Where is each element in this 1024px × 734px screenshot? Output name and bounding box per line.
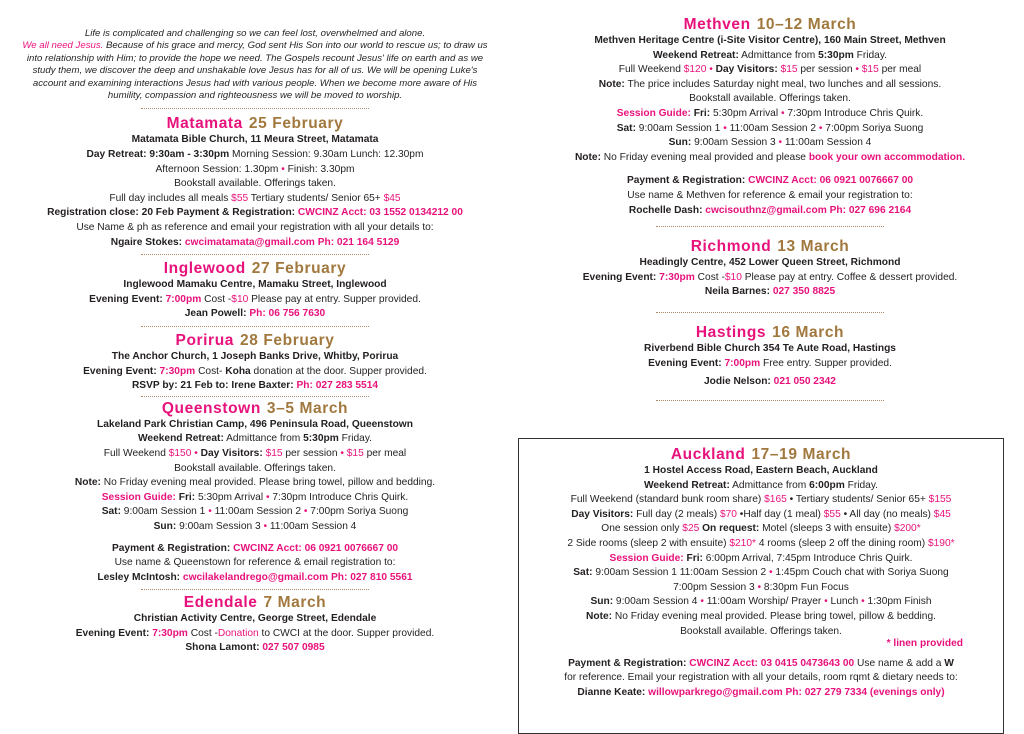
event-name: Auckland	[670, 446, 746, 463]
divider	[656, 400, 884, 401]
event-contact: Dianne Keate: willowparkrego@gmail.com Ph: 027 279 7334 (evenings only)	[577, 686, 945, 698]
divider	[141, 396, 369, 397]
event-heading	[522, 15, 1018, 34]
event-line: Sun: 9:00am Session 4 • 11:00am Worship/ Prayer • Lunch • 1:30pm Finish	[590, 596, 932, 608]
event-line: Weekend Retreat: Admittance from 6:00pm Friday.	[643, 479, 879, 491]
right-column	[522, 0, 1018, 401]
intro-paragraph	[22, 28, 488, 102]
divider	[141, 108, 369, 109]
intro-line: Life is complicated and challenging so we can feel lost, overwhelmed and alone.	[84, 28, 426, 39]
event-contact: Rochelle Dash: cwcisouthnz@gmail.com Ph: 027 696 2164	[628, 204, 912, 216]
event-auckland	[519, 445, 1003, 701]
event-line: 2 Side rooms (sleep 2 with ensuite) $210* 4 rooms (sleep 2 off the dining room) $190*	[567, 537, 955, 549]
event-date: 28 February	[239, 331, 335, 349]
event-venue: 1 Hostel Access Road, Eastern Beach, Auckland	[644, 465, 878, 476]
event-line: Session Guide: Fri: 5:30pm Arrival • 7:30pm Introduce Chris Quirk.	[616, 107, 924, 119]
event-heading	[8, 593, 502, 612]
event-line: Bookstall available. Offerings taken.	[680, 625, 842, 637]
event-name: Queenstown	[161, 399, 261, 417]
event-line: Full Weekend $150 • Day Visitors: $15 per session • $15 per meal	[103, 447, 407, 459]
event-queenstown	[8, 399, 502, 586]
event-venue: Lakeland Park Christian Camp, 496 Peninsula Road, Queenstown	[97, 418, 413, 430]
event-date: 7 March	[263, 594, 327, 612]
contact-email[interactable]: cwcimatamata@gmail.com Ph: 021 164 5129	[184, 236, 400, 248]
event-date: 17–19 March	[751, 446, 852, 463]
event-line: Evening Event: 7:00pm Free entry. Supper provided.	[648, 357, 892, 369]
divider	[656, 312, 884, 313]
event-line: Bookstall available. Offerings taken.	[174, 462, 336, 474]
event-line: Sun: 9:00am Session 3 • 11:00am Session 4	[153, 520, 357, 532]
event-line: Note: No Friday evening meal provided. Please bring towel, pillow & bedding.	[586, 610, 936, 622]
contact-email[interactable]: cwcisouthnz@gmail.com Ph: 027 696 2164	[705, 204, 912, 216]
event-venue: Matamata Bible Church, 11 Meura Street, Matamata	[131, 134, 379, 146]
event-line: Full Weekend $120 • Day Visitors: $15 per session • $15 per meal	[618, 64, 922, 76]
event-line: Evening Event: 7:30pm Cost- Koha donation at the door. Supper provided.	[83, 365, 427, 377]
event-hastings	[522, 323, 1018, 390]
event-line: Note: No Friday evening meal provided. Please bring towel, pillow and bedding.	[74, 477, 436, 489]
event-line: Full day includes all meals $55 Tertiary students/ Senior 65+ $45	[109, 192, 401, 204]
event-methven	[522, 15, 1018, 218]
event-line: Evening Event: 7:30pm Cost -Donation to CWCI at the door. Supper provided.	[75, 627, 435, 639]
event-line: Sat: 9:00am Session 1 • 11:00am Session 2 • 7:00pm Soriya Suong	[101, 506, 409, 518]
event-venue: Christian Activity Centre, George Street, Edendale	[133, 613, 377, 625]
event-line: Session Guide: Fri: 5:30pm Arrival • 7:30pm Introduce Chris Quirk.	[101, 491, 409, 503]
divider	[141, 326, 369, 327]
event-richmond	[522, 237, 1018, 300]
event-date: 27 February	[251, 260, 347, 278]
event-line: for reference. Email your registration with all your details, room rqmt & dietary needs to:	[564, 672, 958, 684]
event-line: Weekend Retreat: Admittance from 5:30pm Friday.	[652, 49, 888, 61]
event-line: Sat: 9:00am Session 1 • 11:00am Session 2 • 7:00pm Soriya Suong	[616, 122, 924, 134]
linen-note: * linen provided	[886, 638, 963, 650]
event-venue: Inglewood Mamaku Centre, Mamaku Street, Inglewood	[123, 279, 387, 291]
divider	[141, 589, 369, 590]
event-heading	[8, 259, 502, 278]
event-venue: Riverbend Bible Church 354 Te Aute Road, Hastings	[644, 342, 896, 354]
left-column	[8, 0, 502, 656]
event-venue: The Anchor Church, 1 Joseph Banks Drive, Whitby, Porirua	[111, 350, 399, 362]
event-contact: Lesley McIntosh: cwcilakelandrego@gmail.com Ph: 027 810 5561	[97, 571, 413, 583]
event-date: 16 March	[772, 323, 845, 341]
event-contact: Jodie Nelson: 021 050 2342	[704, 376, 836, 388]
event-line: Use name & Methven for reference & email your registration to:	[627, 189, 913, 201]
event-line: Bookstall available. Offerings taken.	[174, 178, 336, 190]
event-heading	[522, 237, 1018, 256]
event-inglewood	[8, 259, 502, 322]
contact-email[interactable]: willowparkrego@gmail.com	[648, 686, 783, 698]
event-name: Inglewood	[163, 260, 246, 278]
event-heading	[519, 445, 1003, 464]
event-line: Payment & Registration: CWCINZ Acct: 03 0415 0473643 00 Use name & add a W	[568, 657, 954, 669]
event-name: Hastings	[695, 323, 767, 341]
event-line: Bookstall available. Offerings taken.	[689, 93, 851, 105]
event-name: Methven	[683, 16, 751, 33]
event-line: One session only $25 On request: Motel (sleeps 3 with ensuite) $200*	[601, 523, 921, 535]
event-line: Use Name & ph as reference and email your registration with all your details to:	[76, 222, 434, 233]
event-name: Porirua	[175, 331, 234, 349]
event-matamata	[8, 114, 502, 250]
divider	[141, 254, 369, 255]
intro-text: Because of his grace and mercy, God sent His Son into our world to rescue us; to draw us into relationship with Him; to provide the hope we need. The Gospels recount Jesus' life on earth and as we study them, we discover the deep and unshakable love Jesus has for all of us. We will be opening Luke's account and examining interactions Jesus had with various people. When we become more aware of His humility, compassion and righteousness we will be moved to worship.	[26, 40, 488, 102]
event-date: 3–5 March	[266, 399, 349, 417]
contact-email[interactable]: cwcilakelandrego@gmail.com Ph: 027 810 5561	[182, 571, 413, 583]
event-line: Use name & Queenstown for reference & email registration to:	[114, 557, 396, 569]
event-name: Matamata	[166, 115, 243, 133]
event-venue: Headingly Centre, 452 Lower Queen Street, Richmond	[639, 257, 901, 269]
event-heading	[522, 323, 1018, 342]
event-line: Payment & Registration: CWCINZ Acct: 06 0921 0076667 00	[111, 542, 399, 554]
event-line: Full Weekend (standard bunk room share) $165 • Tertiary students/ Senior 65+ $155	[570, 494, 952, 506]
auckland-box	[518, 438, 1004, 734]
event-contact: Neila Barnes: 027 350 8825	[704, 286, 836, 298]
event-contact: Jean Powell: Ph: 06 756 7630	[184, 308, 326, 320]
event-line: Sun: 9:00am Session 3 • 11:00am Session 4	[668, 137, 872, 149]
intro-highlight: We all need Jesus.	[22, 40, 104, 52]
event-line: 7:00pm Session 3 • 8:30pm Fun Focus	[673, 581, 849, 593]
event-porirua	[8, 331, 502, 394]
event-name: Richmond	[690, 238, 772, 256]
event-line: Afternoon Session: 1.30pm • Finish: 3.30pm	[155, 163, 355, 175]
event-line: Sat: 9:00am Session 1 11:00am Session 2 • 1:45pm Couch chat with Soriya Suong	[573, 567, 949, 579]
event-line: Registration close: 20 Feb Payment & Registration: CWCINZ Acct: 03 1552 0134212 00	[47, 207, 463, 219]
event-edendale	[8, 593, 502, 656]
event-heading	[8, 331, 502, 350]
event-name: Edendale	[183, 594, 258, 612]
event-line: Evening Event: 7:00pm Cost -$10 Please pay at entry. Supper provided.	[89, 293, 421, 305]
event-line: Weekend Retreat: Admittance from 5:30pm Friday.	[137, 433, 373, 445]
event-heading	[8, 399, 502, 418]
event-line: Note: The price includes Saturday night meal, two lunches and all sessions.	[598, 78, 942, 90]
event-line: Day Retreat: 9:30am - 3:30pm Morning Session: 9.30am Lunch: 12.30pm	[86, 149, 424, 161]
event-line: Payment & Registration: CWCINZ Acct: 06 0921 0076667 00	[626, 175, 914, 187]
divider	[656, 226, 884, 227]
event-line: Day Visitors: Full day (2 meals) $70 •Half day (1 meal) $55 • All day (no meals) $45	[571, 508, 951, 520]
event-heading	[8, 114, 502, 133]
event-line: Session Guide: Fri: 6:00pm Arrival, 7:45pm Introduce Chris Quirk.	[609, 552, 913, 564]
event-line: Note: No Friday evening meal provided and please book your own accommodation.	[574, 151, 966, 163]
event-contact: Shona Lamont: 027 507 0985	[185, 642, 325, 654]
event-line: Evening Event: 7:30pm Cost -$10 Please pay at entry. Coffee & dessert provided.	[582, 271, 958, 283]
event-venue: Methven Heritage Centre (i-Site Visitor Centre), 160 Main Street, Methven	[594, 35, 946, 46]
event-date: 10–12 March	[756, 16, 857, 33]
event-contact: RSVP by: 21 Feb to: Irene Baxter: Ph: 027 283 5514	[131, 380, 379, 392]
event-date: 13 March	[777, 238, 850, 256]
event-date: 25 February	[248, 115, 344, 133]
event-contact: Ngaire Stokes: cwcimatamata@gmail.com Ph: 021 164 5129	[110, 236, 400, 248]
